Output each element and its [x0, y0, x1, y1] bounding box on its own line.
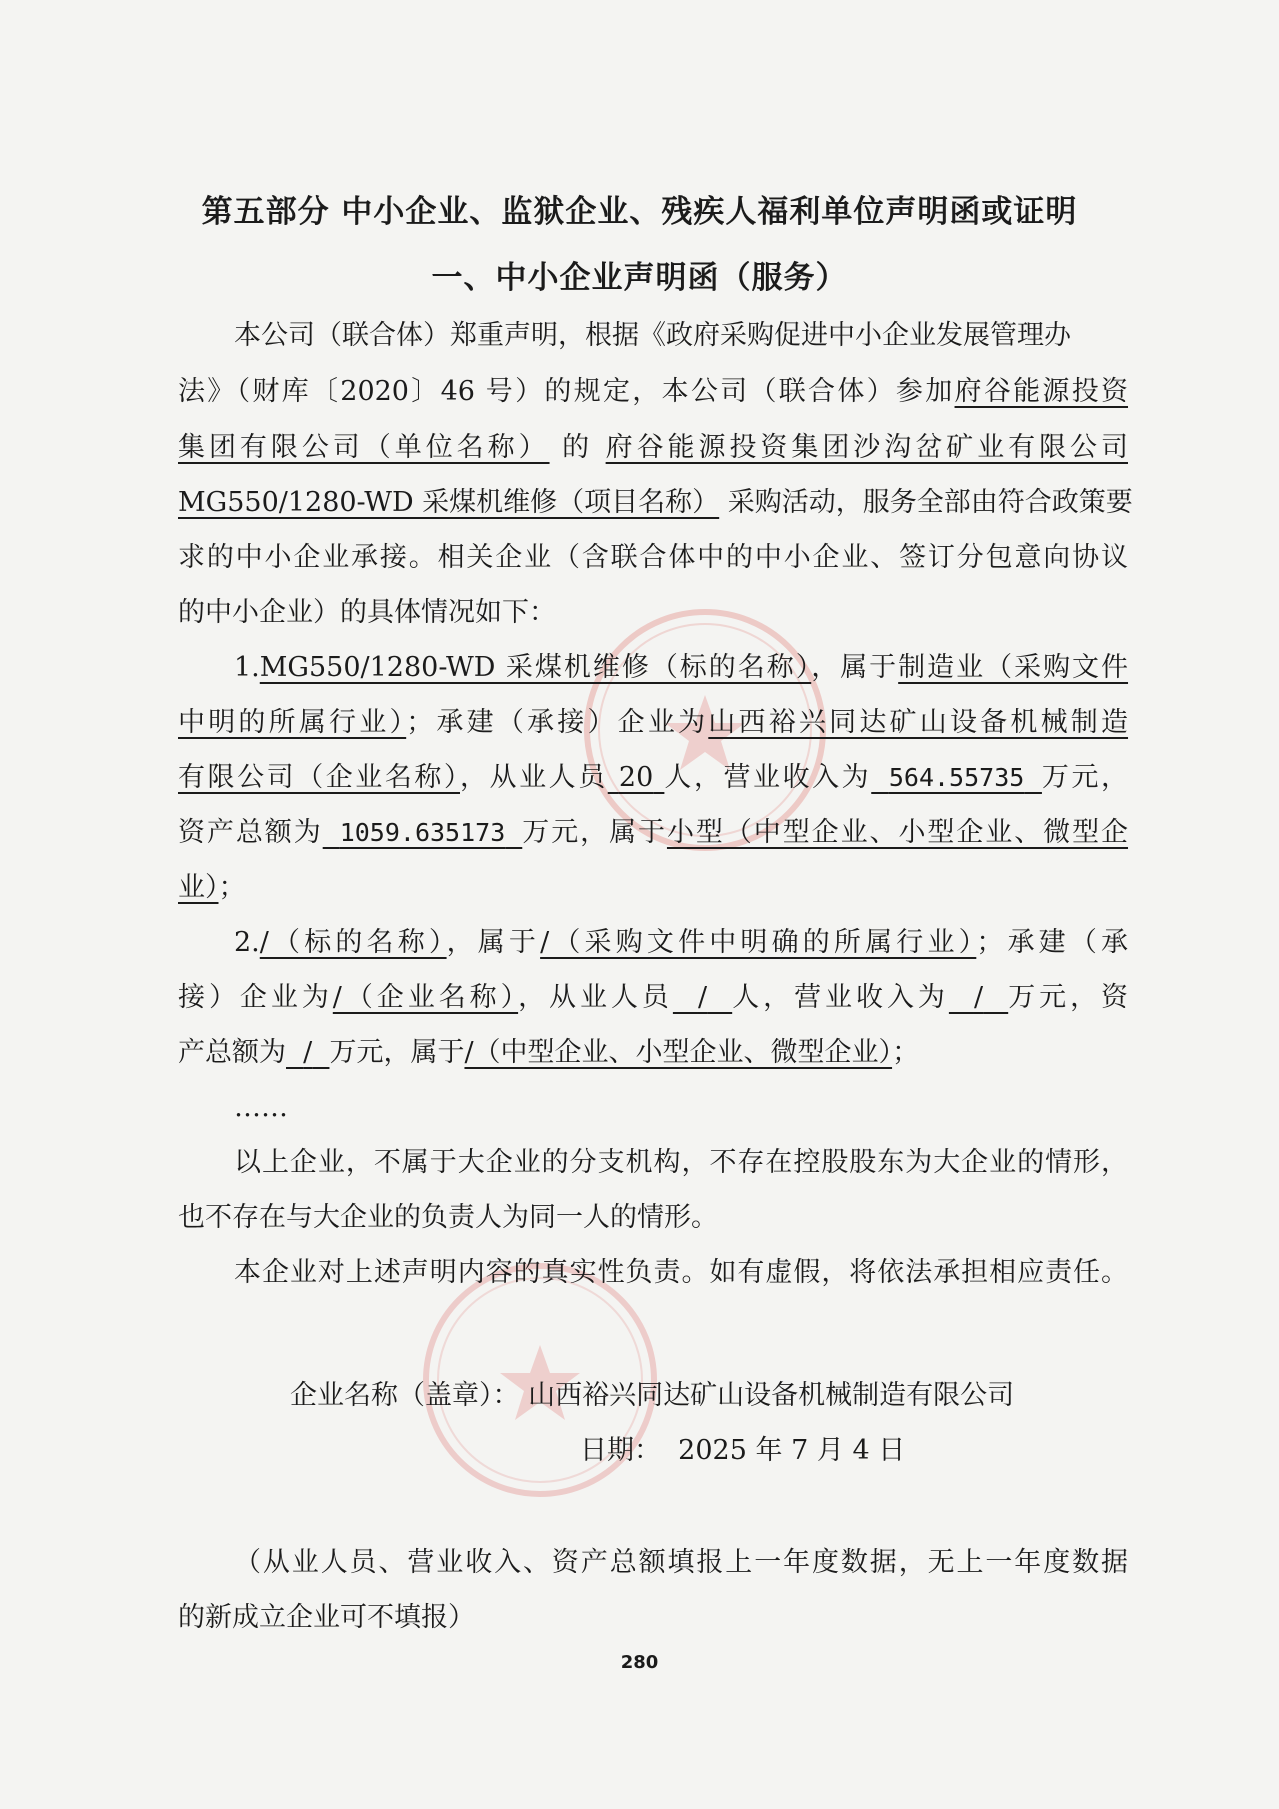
text-segment: ，从业人员 — [460, 762, 608, 793]
purchaser-name: 集团有限公司（单位名称） — [178, 432, 550, 463]
paragraph-line: 以上企业，不属于大企业的分支机构，不存在控股股东为大企业的情形， — [234, 1147, 1128, 1178]
staff-count: 20 — [618, 762, 654, 793]
paragraph-line: 的中小企业）的具体情况如下： — [178, 597, 556, 628]
page-number: 280 — [620, 1652, 659, 1673]
enterprise-size: 小型（中型企业、小型企业、微型企 — [666, 817, 1129, 848]
text-segment: 日 — [878, 1435, 906, 1466]
text-segment: ；承建（承 — [976, 927, 1129, 958]
revenue-value: 564.55735 — [888, 763, 1025, 792]
item-line — [178, 758, 1128, 798]
item-line — [178, 1033, 1128, 1073]
item-line — [178, 813, 1128, 853]
text-segment: 万元，属于 — [522, 817, 667, 848]
item-number: 1. — [234, 652, 260, 683]
purchaser-name: 府谷能源投资 — [954, 376, 1129, 407]
item-line — [234, 923, 1128, 963]
paragraph-line: 本企业对上述声明内容的真实性负责。如有虚假，将依法承担相应责任。 — [234, 1257, 1128, 1288]
note-line: 的新成立企业可不填报） — [178, 1602, 475, 1633]
item-line — [178, 978, 1128, 1018]
text-segment: 法》（财库〔2020〕46 号）的规定，本公司（联合体）参加 — [178, 376, 955, 407]
date-month: 7 — [791, 1435, 809, 1466]
paragraph-line — [178, 428, 1128, 468]
company-name: 有限公司（企业名称） — [178, 762, 460, 793]
text-segment: 接）企业为 — [178, 982, 333, 1013]
industry: 中明的所属行业） — [178, 707, 407, 738]
paragraph-line — [178, 372, 1128, 412]
text-segment: ； — [892, 1037, 920, 1068]
text-segment: 年 — [755, 1435, 783, 1466]
industry: /（采购文件中明确的所属行业） — [540, 927, 977, 958]
company-name: /（企业名称） — [332, 982, 519, 1013]
subject-name: /（标的名称） — [259, 927, 447, 958]
page-title: 第五部分 中小企业、监狱企业、残疾人福利单位声明函或证明 — [201, 194, 1078, 230]
staff-count: / — [697, 982, 708, 1013]
enterprise-size: 业） — [178, 872, 219, 903]
assets-value: 1059.635173 — [339, 818, 506, 847]
signature-company: 山西裕兴同达矿山设备机械制造有限公司 — [528, 1380, 1015, 1411]
date-day: 4 — [852, 1435, 870, 1466]
assets-value: / — [303, 1037, 313, 1068]
text-segment: 资产总额为 — [178, 817, 323, 848]
ellipsis: …… — [234, 1092, 288, 1123]
text-segment: ；承建（承接）企业为 — [406, 707, 709, 738]
item-line — [178, 703, 1128, 743]
text-segment: 万元，资 — [1008, 982, 1129, 1013]
signature-label: 企业名称（盖章）： — [290, 1380, 520, 1411]
text-segment: ，属于 — [446, 927, 541, 958]
project-name: MG550/1280-WD 采煤机维修（项目名称） — [178, 487, 720, 518]
paragraph-line: 本公司（联合体）郑重声明，根据《政府采购促进中小企业发展管理办 — [234, 320, 1071, 351]
paragraph-line: 也不存在与大企业的负责人为同一人的情形。 — [178, 1202, 718, 1233]
note-line: （从业人员、营业收入、资产总额填报上一年度数据，无上一年度数据 — [234, 1547, 1128, 1578]
signature-line — [290, 1376, 1128, 1416]
item-number: 2. — [234, 927, 260, 958]
paragraph-line: 求的中小企业承接。相关企业（含联合体中的中小企业、签订分包意向协议 — [178, 542, 1128, 573]
text-segment: 万元， — [1041, 762, 1129, 793]
text-segment: ； — [218, 872, 246, 903]
text-segment: 人，营业收入为 — [732, 982, 949, 1013]
item-line — [178, 868, 1128, 908]
company-name: 山西裕兴同达矿山设备机械制造 — [708, 707, 1129, 738]
text-segment: ，属于 — [811, 652, 899, 683]
paragraph-line — [178, 483, 1133, 523]
text-segment: 产总额为 — [178, 1037, 286, 1068]
date-label: 日期： — [580, 1435, 661, 1466]
text-segment: 采购活动，服务全部由符合政策要 — [727, 487, 1133, 518]
text-segment: 月 — [816, 1435, 844, 1466]
date-line — [580, 1431, 1128, 1471]
subject-name: MG550/1280-WD 采煤机维修（标的名称） — [259, 652, 812, 683]
text-segment: 万元，属于 — [329, 1037, 465, 1068]
declaration-title: 一、中小企业声明函（服务） — [431, 260, 848, 296]
text-segment: ，从业人员 — [518, 982, 673, 1013]
enterprise-size: /（中型企业、小型企业、微型企业） — [464, 1037, 893, 1068]
text-segment: 人，营业收入为 — [664, 762, 872, 793]
revenue-value: / — [973, 982, 984, 1013]
item-line — [234, 648, 1128, 688]
industry: 制造业（采购文件 — [898, 652, 1129, 683]
date-year: 2025 — [678, 1435, 747, 1466]
text-segment: 的 — [562, 432, 594, 463]
project-owner-name: 府谷能源投资集团沙沟岔矿业有限公司 — [605, 432, 1128, 463]
